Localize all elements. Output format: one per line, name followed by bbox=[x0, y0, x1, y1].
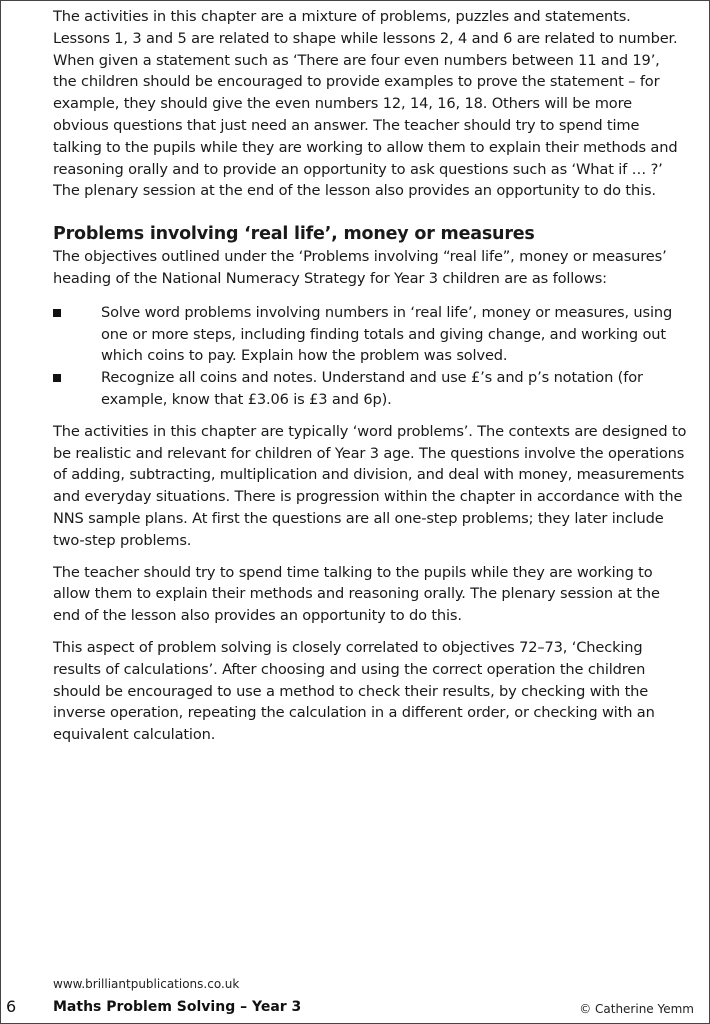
checking-paragraph: This aspect of problem solving is closely correlated to objectives 72–73, ‘Checking results of calculations’. After choosing and using the correct operation the children should be encouraged to use a method to check their results, by checking with the inverse operation, repeating the calculation in a different order, or checking with an equivalent calculation. bbox=[53, 638, 655, 744]
objective-text: Solve word problems involving numbers in ‘real life’, money or measures, using one or more steps, including finding totals and giving change, and working out which coins to pay. Explain how the problem was solved. bbox=[101, 303, 673, 365]
book-title: Maths Problem Solving – Year 3 bbox=[53, 999, 302, 1015]
copyright-notice: © Catherine Yemm bbox=[579, 1002, 694, 1016]
square-bullet-icon bbox=[53, 309, 61, 317]
objective-item bbox=[53, 367, 687, 411]
square-bullet-icon bbox=[53, 374, 61, 382]
page-number: 6 bbox=[6, 997, 17, 1016]
objectives-intro-paragraph: The objectives outlined under the ‘Problems involving “real life”, money or measures’ heading of the National Numeracy Strategy for Year 3 children are as follows: bbox=[53, 248, 667, 287]
footer-url: www.brilliantpublications.co.uk bbox=[53, 977, 240, 991]
section-heading: Problems involving ‘real life’, money or measures bbox=[53, 224, 535, 245]
objective-text: Recognize all coins and notes. Understand and use £’s and p’s notation (for example, know that £3.06 is £3 and 6p). bbox=[101, 369, 643, 408]
intro-paragraph: The activities in this chapter are a mixture of problems, puzzles and statements. Lessons 1, 3 and 5 are related to shape while lessons 2, 4 and 6 are related to number. When given a statement such as ‘There are four even numbers between 11 and 19’, the children should be encouraged to provide examples to prove the statement – for example, they should give the even numbers 12, 14, 16, 18. Others will be more obvious questions that just need an answer. The teacher should try to spend time talking to the pupils while they are working to allow them to explain their methods and reasoning orally and to provide an opportunity to ask questions such as ‘What if … ?’ The plenary session at the end of the lesson also provides an opportunity to do this. bbox=[53, 8, 678, 200]
page-content bbox=[53, 6, 687, 756]
teacher-paragraph: The teacher should try to spend time talking to the pupils while they are working to allow them to explain their methods and reasoning orally. The plenary session at the end of the lesson also provides an opportunity to do this. bbox=[53, 563, 660, 625]
objectives-list bbox=[53, 302, 687, 411]
objective-item bbox=[53, 302, 687, 367]
word-problems-paragraph: The activities in this chapter are typically ‘word problems’. The contexts are designed to be realistic and relevant for children of Year 3 age. The questions involve the operations of adding, subtracting, multiplication and division, and deal with money, measurements and everyday situations. There is progression within the chapter in accordance with the NNS sample plans. At first the questions are all one-step problems; they later include two-step problems. bbox=[53, 422, 687, 549]
